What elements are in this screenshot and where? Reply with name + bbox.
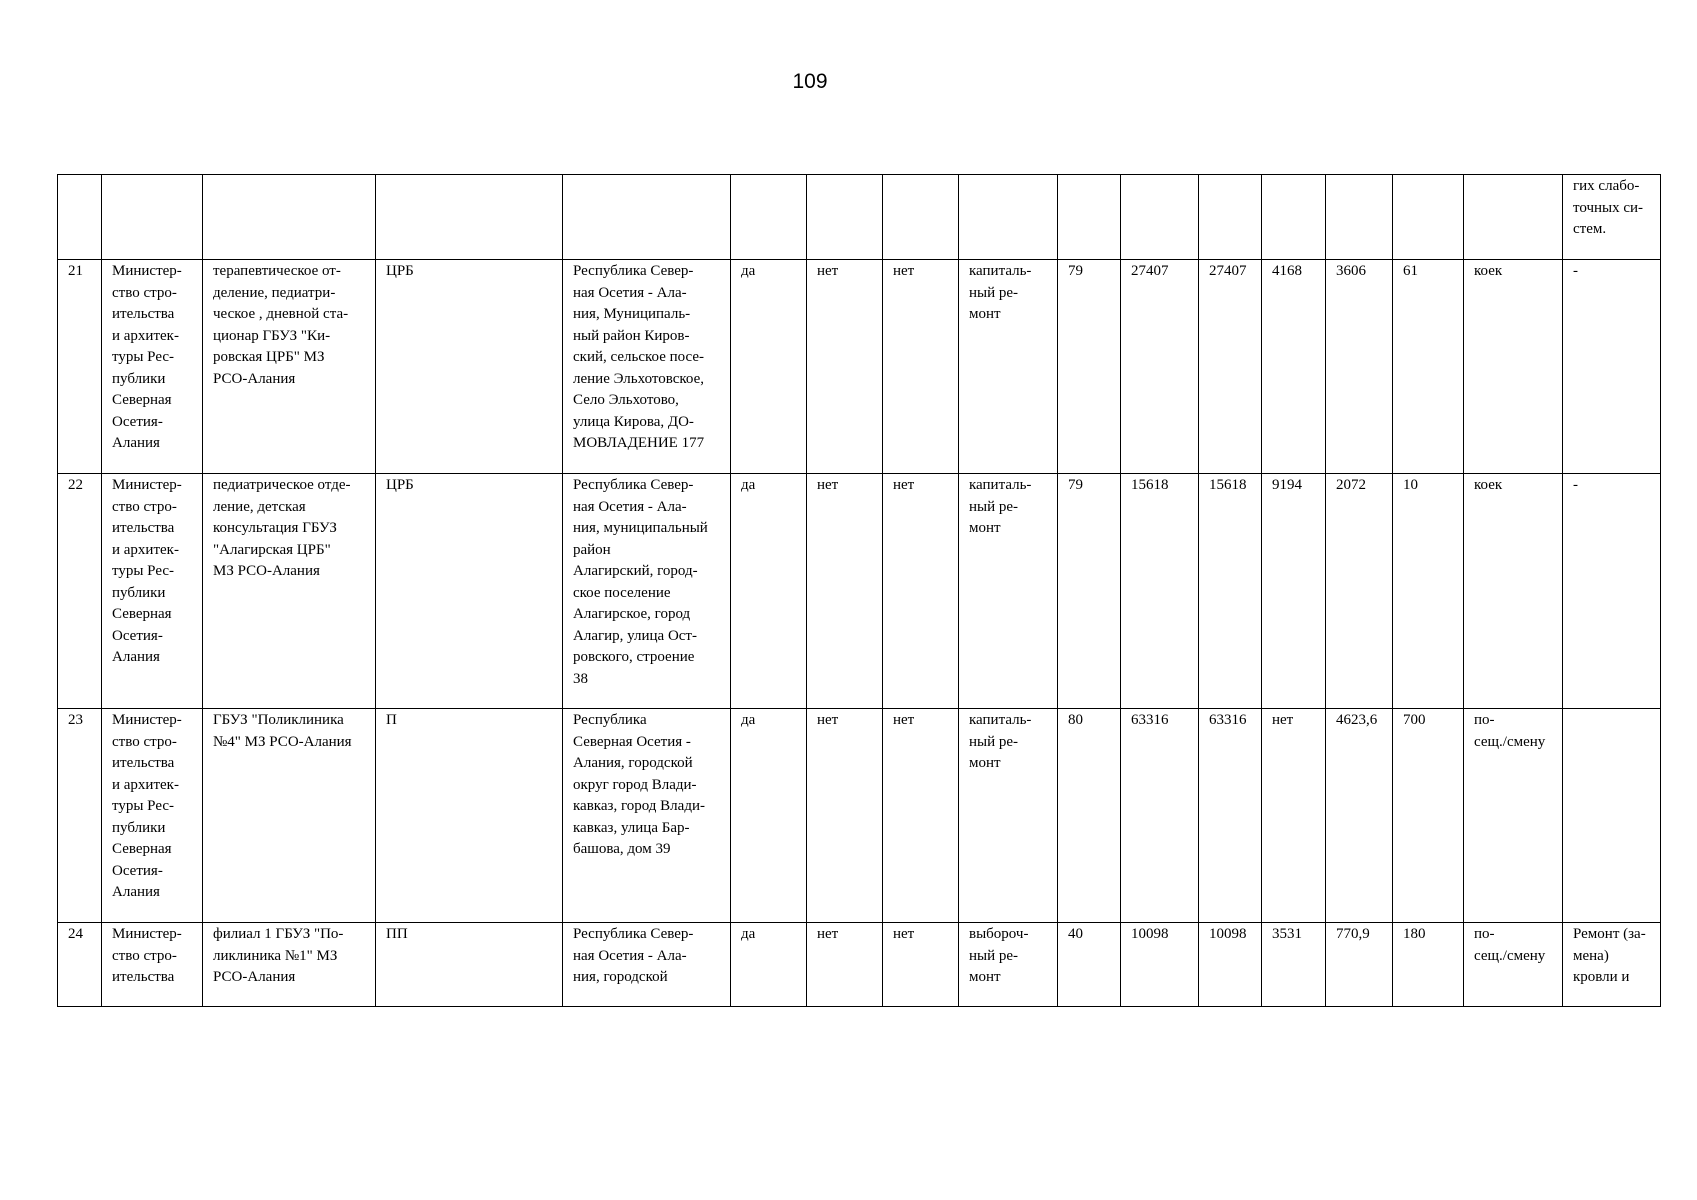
- address-line: ское поселение: [573, 584, 671, 601]
- cell-c7: нет: [807, 474, 883, 709]
- note-line: -: [1573, 263, 1578, 279]
- cell-c6: да: [731, 923, 807, 1007]
- cell-num: 23: [58, 709, 102, 923]
- work-line: монт: [969, 520, 1001, 536]
- cell-work: [959, 175, 1058, 260]
- ministry-line: и архитек-: [112, 327, 179, 344]
- ministry-line: Министер-: [112, 712, 182, 728]
- ministry-line: Министер-: [112, 477, 182, 493]
- note-line: гих слабо-: [1573, 178, 1640, 194]
- ministry-line: Осетия-: [112, 413, 163, 430]
- ministry-line: ство стро-: [112, 284, 177, 301]
- cell-c15: 10: [1393, 474, 1464, 709]
- ministry-line: публики: [112, 819, 166, 836]
- cell-c15: 180: [1393, 923, 1464, 1007]
- address-line: ная Осетия - Ала-: [573, 284, 687, 301]
- unit-line: по-: [1474, 712, 1495, 728]
- cell-c12: 10098: [1199, 923, 1262, 1007]
- cell-type: П: [376, 709, 563, 923]
- cell-c14: 2072: [1326, 474, 1393, 709]
- cell-note: [1563, 923, 1661, 1007]
- address-line: Республика Север-: [573, 926, 694, 942]
- cell-c11: [1121, 175, 1199, 260]
- cell-c6: да: [731, 260, 807, 474]
- object-line: "Алагирская ЦРБ": [213, 541, 331, 558]
- ministry-line: ительства: [112, 520, 175, 536]
- cell-num: [58, 175, 102, 260]
- cell-address: [563, 709, 731, 923]
- cell-c13: 4168: [1262, 260, 1326, 474]
- work-line: капиталь-: [969, 477, 1032, 493]
- address-line: ния, Муниципаль-: [573, 306, 691, 322]
- cell-type: [376, 175, 563, 260]
- address-line: округ город Влади-: [573, 776, 697, 793]
- ministry-line: Алания: [112, 649, 160, 665]
- object-line: РСО-Алания: [213, 969, 296, 985]
- ministry-line: ство стро-: [112, 498, 177, 515]
- cell-c6: да: [731, 474, 807, 709]
- ministry-line: ительства: [112, 306, 175, 322]
- object-line: ровская ЦРБ" МЗ: [213, 349, 325, 365]
- cell-c15: 700: [1393, 709, 1464, 923]
- ministry-line: туры Рес-: [112, 349, 175, 365]
- cell-c14: [1326, 175, 1393, 260]
- object-line: терапевтическое от-: [213, 263, 341, 279]
- note-line: -: [1573, 477, 1578, 493]
- object-line: ликлиника №1" МЗ: [213, 947, 338, 964]
- object-line: ционар ГБУЗ "Ки-: [213, 327, 331, 344]
- cell-note: [1563, 709, 1661, 923]
- cell-work: [959, 709, 1058, 923]
- cell-c14: 770,9: [1326, 923, 1393, 1007]
- ministry-line: Северная: [112, 606, 172, 622]
- cell-c14: 3606: [1326, 260, 1393, 474]
- table-row: [58, 474, 1661, 709]
- cell-address: [563, 175, 731, 260]
- unit-line: коек: [1474, 477, 1503, 493]
- cell-c12: 15618: [1199, 474, 1262, 709]
- address-line: улица Кирова, ДО-: [573, 413, 694, 430]
- work-line: выбороч-: [969, 926, 1029, 942]
- objects-table: [57, 174, 1661, 1007]
- address-line: ния, муниципальный: [573, 520, 708, 536]
- ministry-line: Осетия-: [112, 862, 163, 879]
- cell-c12: 63316: [1199, 709, 1262, 923]
- cell-c10: [1058, 175, 1121, 260]
- object-line: филиал 1 ГБУЗ "По-: [213, 926, 344, 942]
- cell-c8: нет: [883, 923, 959, 1007]
- unit-line: по-: [1474, 926, 1495, 942]
- address-line: ный район Киров-: [573, 327, 690, 344]
- ministry-line: туры Рес-: [112, 798, 175, 814]
- cell-c13: нет: [1262, 709, 1326, 923]
- object-line: педиатрическое отде-: [213, 477, 351, 493]
- cell-c7: нет: [807, 260, 883, 474]
- address-line: Республика: [573, 712, 647, 728]
- cell-c10: 79: [1058, 260, 1121, 474]
- address-line: кавказ, город Влади-: [573, 798, 705, 814]
- cell-object: [203, 175, 376, 260]
- work-line: ный ре-: [969, 498, 1019, 515]
- table-row: [58, 923, 1661, 1007]
- object-line: РСО-Алания: [213, 370, 296, 387]
- cell-object: [203, 474, 376, 709]
- cell-num: 21: [58, 260, 102, 474]
- ministry-line: ство стро-: [112, 947, 177, 964]
- unit-line: сещ./смену: [1474, 733, 1546, 750]
- ministry-line: Алания: [112, 884, 160, 900]
- ministry-line: Алания: [112, 435, 160, 451]
- cell-object: [203, 923, 376, 1007]
- cell-c12: 27407: [1199, 260, 1262, 474]
- cell-ministry: [102, 709, 203, 923]
- ministry-line: Министер-: [112, 926, 182, 942]
- cell-object: [203, 260, 376, 474]
- cell-address: [563, 923, 731, 1007]
- work-line: монт: [969, 306, 1001, 322]
- cell-type: ЦРБ: [376, 474, 563, 709]
- ministry-line: публики: [112, 584, 166, 601]
- address-line: Алания, городской: [573, 755, 693, 771]
- cell-note: [1563, 260, 1661, 474]
- address-line: Село Эльхотово,: [573, 392, 679, 408]
- address-line: ная Осетия - Ала-: [573, 498, 687, 515]
- object-line: ление, детская: [213, 498, 306, 515]
- cell-c8: нет: [883, 474, 959, 709]
- object-line: ГБУЗ "Поликлиника: [213, 712, 344, 728]
- ministry-line: ительства: [112, 755, 175, 771]
- address-line: Республика Север-: [573, 477, 694, 493]
- address-line: кавказ, улица Бар-: [573, 819, 690, 836]
- cell-type: ЦРБ: [376, 260, 563, 474]
- note-line: Ремонт (за-: [1573, 926, 1646, 942]
- ministry-line: и архитек-: [112, 541, 179, 558]
- cell-work: [959, 474, 1058, 709]
- cell-c11: 27407: [1121, 260, 1199, 474]
- address-line: Алагирское, город: [573, 606, 691, 622]
- object-line: ческое , дневной ста-: [213, 306, 349, 322]
- ministry-line: ительства: [112, 969, 175, 985]
- work-line: ный ре-: [969, 947, 1019, 964]
- note-line: мена): [1573, 947, 1609, 964]
- cell-num: 24: [58, 923, 102, 1007]
- cell-unit: [1464, 474, 1563, 709]
- cell-c11: 15618: [1121, 474, 1199, 709]
- address-line: Алагирский, город-: [573, 563, 698, 579]
- object-line: №4" МЗ РСО-Алания: [213, 733, 352, 750]
- work-line: капиталь-: [969, 263, 1032, 279]
- cell-c8: [883, 175, 959, 260]
- unit-line: сещ./смену: [1474, 947, 1546, 964]
- unit-line: коек: [1474, 263, 1503, 279]
- address-line: район: [573, 541, 611, 558]
- address-line: ная Осетия - Ала-: [573, 947, 687, 964]
- cell-num: 22: [58, 474, 102, 709]
- ministry-line: туры Рес-: [112, 563, 175, 579]
- cell-c10: 80: [1058, 709, 1121, 923]
- ministry-line: и архитек-: [112, 776, 179, 793]
- work-line: ный ре-: [969, 733, 1019, 750]
- cell-c13: [1262, 175, 1326, 260]
- ministry-line: публики: [112, 370, 166, 387]
- cell-address: [563, 260, 731, 474]
- work-line: монт: [969, 969, 1001, 985]
- object-line: консультация ГБУЗ: [213, 520, 337, 536]
- ministry-line: Министер-: [112, 263, 182, 279]
- cell-unit: [1464, 923, 1563, 1007]
- cell-c7: [807, 175, 883, 260]
- cell-c11: 63316: [1121, 709, 1199, 923]
- cell-unit: [1464, 260, 1563, 474]
- cell-unit: [1464, 709, 1563, 923]
- cell-c7: нет: [807, 923, 883, 1007]
- table-row: [58, 260, 1661, 474]
- ministry-line: ство стро-: [112, 733, 177, 750]
- cell-c15: 61: [1393, 260, 1464, 474]
- work-line: монт: [969, 755, 1001, 771]
- note-line: стем.: [1573, 221, 1607, 237]
- note-line: кровли и: [1573, 969, 1630, 985]
- ministry-line: Осетия-: [112, 627, 163, 644]
- cell-c13: 9194: [1262, 474, 1326, 709]
- cell-type: ПП: [376, 923, 563, 1007]
- address-line: 38: [573, 670, 588, 687]
- object-line: деление, педиатри-: [213, 284, 336, 301]
- cell-unit: [1464, 175, 1563, 260]
- ministry-line: Северная: [112, 841, 172, 857]
- cell-note: [1563, 474, 1661, 709]
- address-line: башова, дом 39: [573, 841, 671, 857]
- address-line: МОВЛАДЕНИЕ 177: [573, 435, 705, 451]
- cell-c13: 3531: [1262, 923, 1326, 1007]
- cell-c8: нет: [883, 260, 959, 474]
- object-line: МЗ РСО-Алания: [213, 563, 320, 579]
- note-line: точных си-: [1573, 199, 1644, 216]
- cell-object: [203, 709, 376, 923]
- address-line: ский, сельское посе-: [573, 349, 704, 365]
- cell-ministry: [102, 923, 203, 1007]
- table-row-continued: [58, 175, 1661, 260]
- cell-work: [959, 923, 1058, 1007]
- cell-c6: да: [731, 709, 807, 923]
- cell-c10: 40: [1058, 923, 1121, 1007]
- cell-work: [959, 260, 1058, 474]
- cell-c7: нет: [807, 709, 883, 923]
- cell-note: [1563, 175, 1661, 260]
- cell-ministry: [102, 474, 203, 709]
- cell-c6: [731, 175, 807, 260]
- address-line: ровского, строение: [573, 649, 695, 665]
- table-row: [58, 709, 1661, 923]
- cell-c12: [1199, 175, 1262, 260]
- address-line: Северная Осетия -: [573, 733, 691, 750]
- cell-c15: [1393, 175, 1464, 260]
- work-line: ный ре-: [969, 284, 1019, 301]
- cell-c8: нет: [883, 709, 959, 923]
- cell-address: [563, 474, 731, 709]
- address-line: Республика Север-: [573, 263, 694, 279]
- ministry-line: Северная: [112, 392, 172, 408]
- address-line: ление Эльхотовское,: [573, 370, 704, 387]
- cell-c11: 10098: [1121, 923, 1199, 1007]
- work-line: капиталь-: [969, 712, 1032, 728]
- cell-c10: 79: [1058, 474, 1121, 709]
- cell-ministry: [102, 260, 203, 474]
- cell-ministry: [102, 175, 203, 260]
- page-number: 109: [792, 70, 828, 93]
- address-line: ния, городской: [573, 969, 668, 985]
- cell-c14: 4623,6: [1326, 709, 1393, 923]
- address-line: Алагир, улица Ост-: [573, 627, 697, 644]
